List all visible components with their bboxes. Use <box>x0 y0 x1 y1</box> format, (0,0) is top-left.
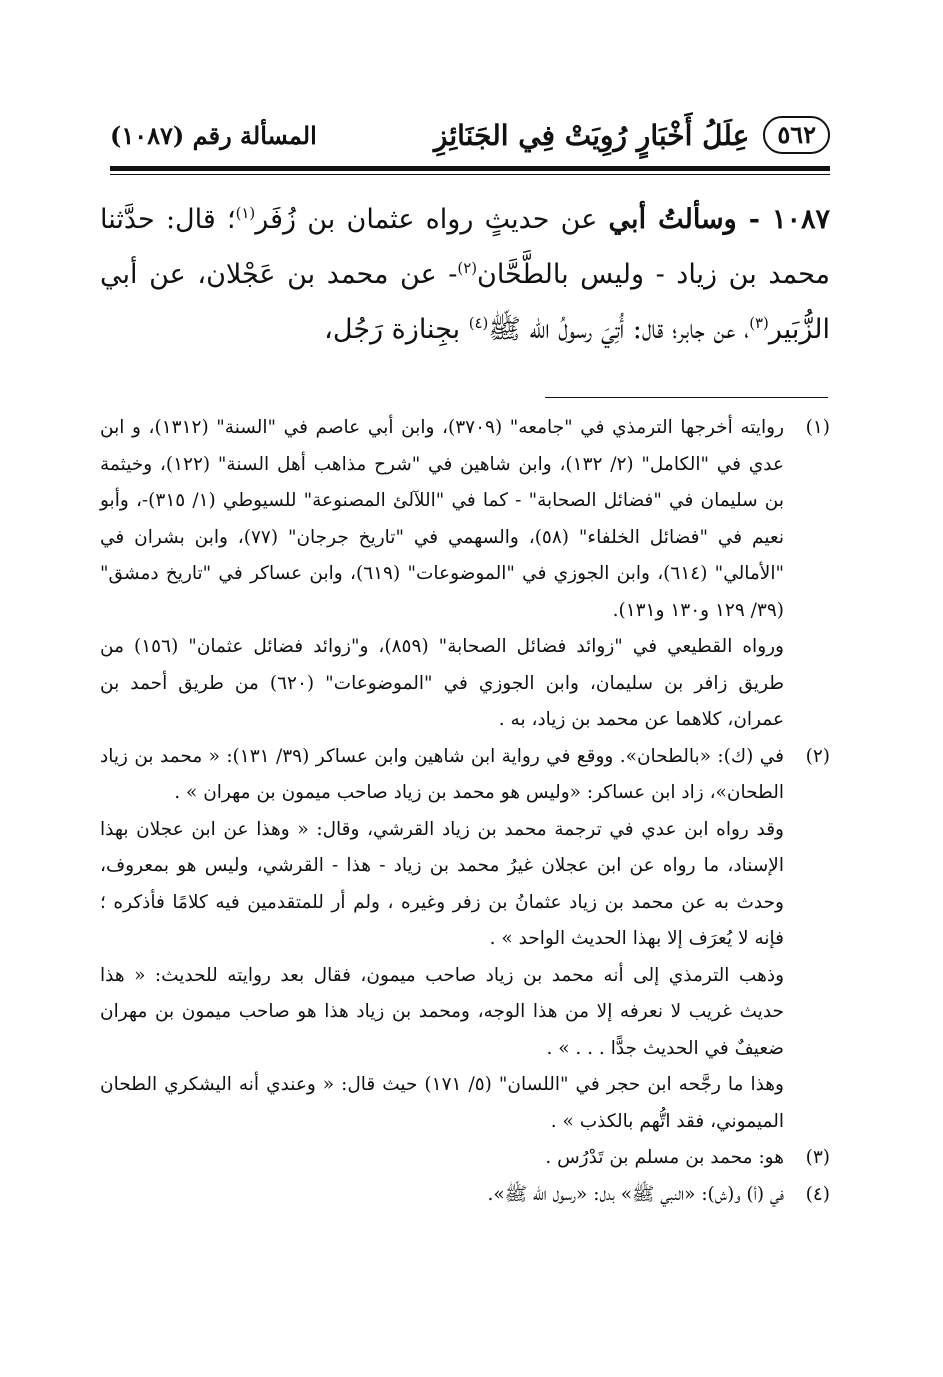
footnote-number: (٢) <box>805 745 830 767</box>
main-text-part: بجِنازة رَجُل، <box>324 314 469 345</box>
page-header <box>110 105 830 165</box>
footnote-paragraph: وقد رواه ابن عدي في ترجمة محمد بن زياد القرشي، وقال: « وهذا عن ابن عجلان بهذا الإسناد، ما رواه عن ابن عجلان غيرُ محمد بن زياد - هذا - القرشي، وليس هو بمعروف، وحدث به عن محمد بن زياد عثمانُ بن زفر وغيره ، ولم أر للمتقدمين فيه كلامًا فأذكره ؛ فإنه لا يُعرَف إلا بهذا الحديث الواحد » . <box>100 818 784 949</box>
page-number: ٥٦٢ <box>763 116 830 154</box>
footnote-body <box>100 410 784 739</box>
footnote-number: (٤) <box>805 1183 830 1205</box>
footnote-body <box>100 1140 784 1177</box>
footnote-ref: (٣) <box>749 314 769 332</box>
main-paragraph <box>100 192 830 357</box>
book-title: عِلَلُ أَخْبَارٍ رُوِيَتْ فِي الجَنَائِزِ <box>433 118 750 152</box>
footnote-paragraph: ورواه القطيعي في "زوائد فضائل الصحابة" (٨٥٩)، و"زوائد فضائل عثمان" (١٥٦) من طريق زافر بن سليمان، وابن الجوزي في "الموضوعات" (٦٢٠) من طريق أحمد بن عمران، كلاهما عن محمد بن زياد، به . <box>100 636 784 730</box>
question-number: ١٠٨٧ - وسألتُ أبي <box>608 204 830 235</box>
footnote-paragraph: وذهب الترمذي إلى أنه محمد بن زياد صاحب ميمون، فقال بعد روايته للحديث: « هذا حديث غريب لا نعرفه إلا من هذا الوجه، ومحمد بن زياد هذا هو صاحب ميمون بن مهران ضعيفٌ في الحديث جدًّا . . . » . <box>100 964 784 1059</box>
footnote-number: (١) <box>805 417 830 438</box>
footnote-1 <box>100 410 830 739</box>
header-rule-thin <box>110 174 830 175</box>
main-text-part: ؛ قال: حدَّثنا محمد بن زياد - وليس بالطَّحَّان <box>100 204 830 290</box>
footnotes <box>100 410 830 1213</box>
issue-label: المسألة رقم (١٠٨٧) <box>110 120 317 150</box>
footnote-separator <box>545 397 828 398</box>
footnote-body <box>100 1177 784 1214</box>
main-text-part: - عن محمد بن عَجْلان، عن أبي الزُّبَير <box>100 259 830 345</box>
footnote-number: (٣) <box>805 1147 830 1168</box>
footnote-paragraph: وهذا ما رجَّحه ابن حجر في "اللسان" (٥/ ١٧١) حيث قال: « وعندي أنه اليشكري الطحان الميموني، فقد اتُّهم بالكذب » . <box>100 1074 784 1132</box>
footnote-ref: (١) <box>235 204 256 222</box>
footnote-2 <box>100 739 830 1141</box>
footnote-4 <box>100 1177 830 1214</box>
footnote-paragraph: روايته أخرجها الترمذي في "جامعه" (٣٧٠٩)، وابن أبي عاصم في "السنة" (١٣١٢)، و ابن عدي في "الكامل" (٢/ ١٣٢)، وابن شاهين في "شرح مذاهب أهل السنة" (١٢٢)، وخيثمة بن سليمان في "فضائل الصحابة" - كما في "اللآلئ المصنوعة" للسيوطي (١/ ٣١٥)-، وأبو نعيم في "فضائل الخلفاء" (٥٨)، والسهمي في "تاريخ جرجان" (٧٧)، وابن بشران في "الأمالي" (٦١٤)، وابن الجوزي في "الموضوعات" (٦١٩)، وابن عساكر في "تاريخ دمشق" (٣٩/ ١٢٩ و١٣٠ و١٣١). <box>100 417 785 621</box>
footnote-paragraph: في (أ) و(ش): «النبي ﷺ» بدل: «رسول الله ﷺ». <box>487 1183 784 1205</box>
footnote-3 <box>100 1140 830 1177</box>
header-rule-thick <box>110 166 830 171</box>
footnote-body <box>100 739 784 1141</box>
footnote-paragraph: هو: محمد بن مسلم بن تَدْرُس . <box>545 1147 784 1168</box>
footnote-paragraph: في (ك): «بالطحان». ووقع في رواية ابن شاهين وابن عساكر (٣٩/ ١٣١): « محمد بن زياد الطحان»، زاد ابن عساكر: «وليس هو محمد بن زياد صاحب ميمون بن مهران » . <box>100 745 784 803</box>
footnote-ref: (٤) <box>468 314 489 332</box>
main-text-part: عن حديثٍ رواه عثمان بن زُفَر <box>255 204 609 235</box>
footnote-ref: (٢) <box>457 259 477 277</box>
main-text-part: ، عن جابر؛ قال: أُتِيَ رسولُ الله ﷺ <box>488 314 750 345</box>
main-text <box>100 192 830 357</box>
